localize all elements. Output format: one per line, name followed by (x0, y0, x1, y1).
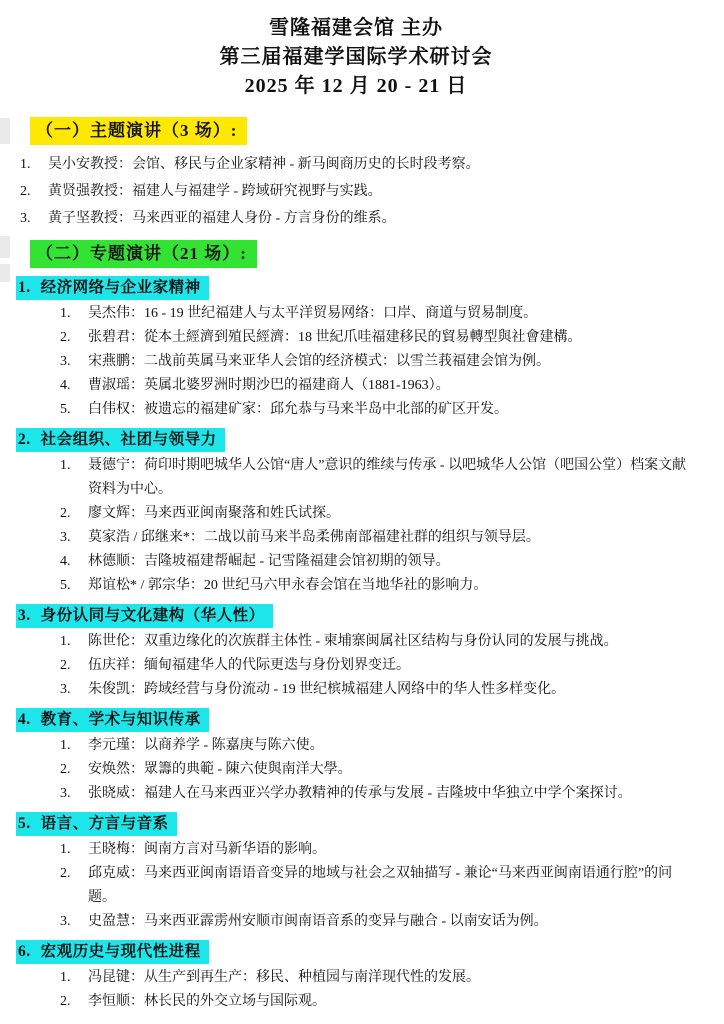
panel-item-text: 伍庆祥：缅甸福建华人的代际更迭与身份划界变迁。 (88, 658, 410, 673)
panel-item (16, 350, 696, 374)
panel-subsection-title: 宏观历史与现代性进程 (40, 943, 201, 960)
panel-item (16, 454, 696, 502)
panel-item-text: 李恒顺：林长民的外交立场与国际观。 (88, 994, 326, 1009)
panel-item (16, 734, 696, 758)
panel-subsection-heading (16, 428, 225, 452)
panel-item-number: 5. (60, 402, 71, 417)
panel-item-text: 王晓梅：闽南方言对马新华语的影响。 (88, 842, 326, 857)
panel-subsection-number: 5. (18, 815, 31, 832)
panel-item (16, 838, 696, 862)
panel-item-text: 廖文辉：马来西亚闽南聚落和姓氏试探。 (88, 506, 340, 521)
panel-subsection-title: 教育、学术与知识传承 (40, 711, 201, 728)
panel-subsection-title: 社会组织、社团与领导力 (40, 431, 217, 448)
panel-item-number: 2. (60, 658, 71, 673)
panel-subsection (16, 812, 696, 934)
panel-item (16, 654, 696, 678)
panel-item-number: 2. (60, 506, 71, 521)
scan-artifact (0, 118, 10, 144)
panel-item-number: 2. (60, 866, 71, 881)
panel-item-text: 朱俊凯：跨域经营与身份流动 - 19 世纪槟城福建人网络中的华人性多样变化。 (88, 682, 566, 697)
panel-subsection (16, 940, 696, 1014)
panels-section-heading: （二）专题演讲（21 场）: (30, 240, 257, 268)
panel-subsection (16, 604, 696, 702)
panel-subsection-number: 6. (18, 943, 31, 960)
panel-item (16, 782, 696, 806)
panel-item-text: 郑谊松* / 郭宗华：20 世纪马六甲永春会馆在当地华社的影响力。 (88, 578, 488, 593)
panel-item-number: 1. (60, 970, 71, 985)
panel-item (16, 302, 696, 326)
panel-item-text: 吴杰伟：16 - 19 世纪福建人与太平洋贸易网络：口岸、商道与贸易制度。 (88, 306, 538, 321)
panel-subsection-heading (16, 708, 209, 732)
panel-item-number: 3. (60, 786, 71, 801)
panel-item-text: 张晓威：福建人在马来西亚兴学办教精神的传承与发展 - 吉隆坡中华独立中学个案探讨。 (88, 786, 632, 801)
panel-subsection-number: 2. (18, 431, 31, 448)
scan-artifact (0, 264, 10, 282)
panel-item-text: 白伟权：被遗忘的福建矿家：邱允恭与马来半岛中北部的矿区开发。 (88, 402, 508, 417)
panel-item-text: 安焕然：眾籌的典範 - 陳六使與南洋大學。 (88, 762, 352, 777)
panel-item-text: 邱克威：马来西亚闽南语语音变异的地域与社会之双轴描写 - 兼论“马来西亚闽南语通行腔”的问题。 (88, 866, 673, 905)
panel-item-text: 林德顺：吉隆坡福建帮崛起 - 记雪隆福建会馆初期的领导。 (88, 554, 450, 569)
panel-item (16, 398, 696, 422)
panel-subsection-title: 语言、方言与音系 (40, 815, 169, 832)
panel-subsection-title: 身份认同与文化建构（华人性） (40, 607, 265, 624)
panel-item-number: 2. (60, 762, 71, 777)
panel-item-number: 1. (60, 738, 71, 753)
keynote-list (16, 151, 696, 232)
panel-item-text: 史盈慧：马来西亚霹雳州安顺市闽南语音系的变异与融合 - 以南安话为例。 (88, 914, 548, 929)
conference-dates: 2025 年 12 月 20 - 21 日 (244, 75, 468, 97)
keynote-item (16, 151, 696, 178)
panel-subsection-number: 4. (18, 711, 31, 728)
panel-item-text: 莫家浩 / 邱继来*：二战以前马来半岛柔佛南部福建社群的组织与领导层。 (88, 530, 540, 545)
panel-subsection-heading (16, 604, 273, 628)
panel-item-text: 陈世伦：双重边缘化的次族群主体性 - 柬埔寨闽属社区结构与身份认同的发展与挑战。 (88, 634, 618, 649)
keynote-section-heading: （一）主题演讲（3 场）: (30, 117, 247, 145)
panel-item (16, 574, 696, 598)
scan-artifact (0, 236, 10, 258)
panel-item (16, 966, 696, 990)
panel-item (16, 678, 696, 702)
panel-item-number: 2. (60, 994, 71, 1009)
panel-item-text: 宋燕鹏：二战前英属马来亚华人会馆的经济模式：以雪兰莪福建会馆为例。 (88, 354, 550, 369)
keynote-item-number: 1. (20, 157, 31, 172)
panel-item-number: 4. (60, 554, 71, 569)
title-block (16, 14, 696, 101)
keynote-item-number: 3. (20, 211, 31, 226)
panel-subsection-number: 3. (18, 607, 31, 624)
keynote-item-text: 吴小安教授：会馆、移民与企业家精神 - 新马闽商历史的长时段考察。 (48, 157, 480, 172)
panel-item (16, 862, 696, 910)
panel-item (16, 526, 696, 550)
panel-subsection (16, 276, 696, 422)
panel-item-number: 3. (60, 530, 71, 545)
panel-item (16, 758, 696, 782)
panel-item-number: 5. (60, 578, 71, 593)
panel-item (16, 374, 696, 398)
panel-item-text: 张碧君：從本土經濟到殖民經濟：18 世紀爪哇福建移民的貿易轉型與社會建構。 (88, 330, 582, 345)
panel-subsection-heading (16, 276, 209, 300)
panels-container (16, 276, 696, 1014)
panel-item-number: 1. (60, 842, 71, 857)
panel-subsection (16, 708, 696, 806)
panel-item-text: 曹淑瑶：英属北婆罗洲时期沙巴的福建商人（1881-1963）。 (88, 378, 450, 393)
keynote-item-number: 2. (20, 184, 31, 199)
panel-item (16, 326, 696, 350)
panel-subsection-heading (16, 812, 177, 836)
panel-subsection (16, 428, 696, 598)
panel-subsection-number: 1. (18, 279, 31, 296)
keynote-item-text: 黄贤强教授：福建人与福建学 - 跨域研究视野与实践。 (48, 184, 382, 199)
conference-title: 第三届福建学国际学术研讨会 (219, 46, 493, 68)
panel-item-number: 3. (60, 682, 71, 697)
panel-item-number: 1. (60, 306, 71, 321)
panel-item-text: 李元瑾：以商养学 - 陈嘉庚与陈六使。 (88, 738, 324, 753)
panel-item-number: 3. (60, 354, 71, 369)
keynote-item-text: 黄子坚教授：马来西亚的福建人身份 - 方言身份的维系。 (48, 211, 396, 226)
panel-item-number: 3. (60, 914, 71, 929)
panel-item-text: 聂德宁：荷印时期吧城华人公馆“唐人”意识的维续与传承 - 以吧城华人公馆（吧国公堂）档案文献资料为中心。 (88, 458, 687, 497)
panel-item-number: 1. (60, 458, 71, 473)
keynote-item (16, 178, 696, 205)
panel-item (16, 550, 696, 574)
panel-subsection-title: 经济网络与企业家精神 (40, 279, 201, 296)
panel-item-number: 4. (60, 378, 71, 393)
panel-item-number: 2. (60, 330, 71, 345)
panel-subsection-heading (16, 940, 209, 964)
keynote-item (16, 205, 696, 232)
panel-item (16, 502, 696, 526)
organizer-title: 雪隆福建会馆 主办 (269, 17, 443, 39)
panel-item-number: 1. (60, 634, 71, 649)
panel-item-text: 冯昆键：从生产到再生产：移民、种植园与南洋现代性的发展。 (88, 970, 480, 985)
panel-item (16, 990, 696, 1014)
panel-item (16, 910, 696, 934)
panel-item (16, 630, 696, 654)
